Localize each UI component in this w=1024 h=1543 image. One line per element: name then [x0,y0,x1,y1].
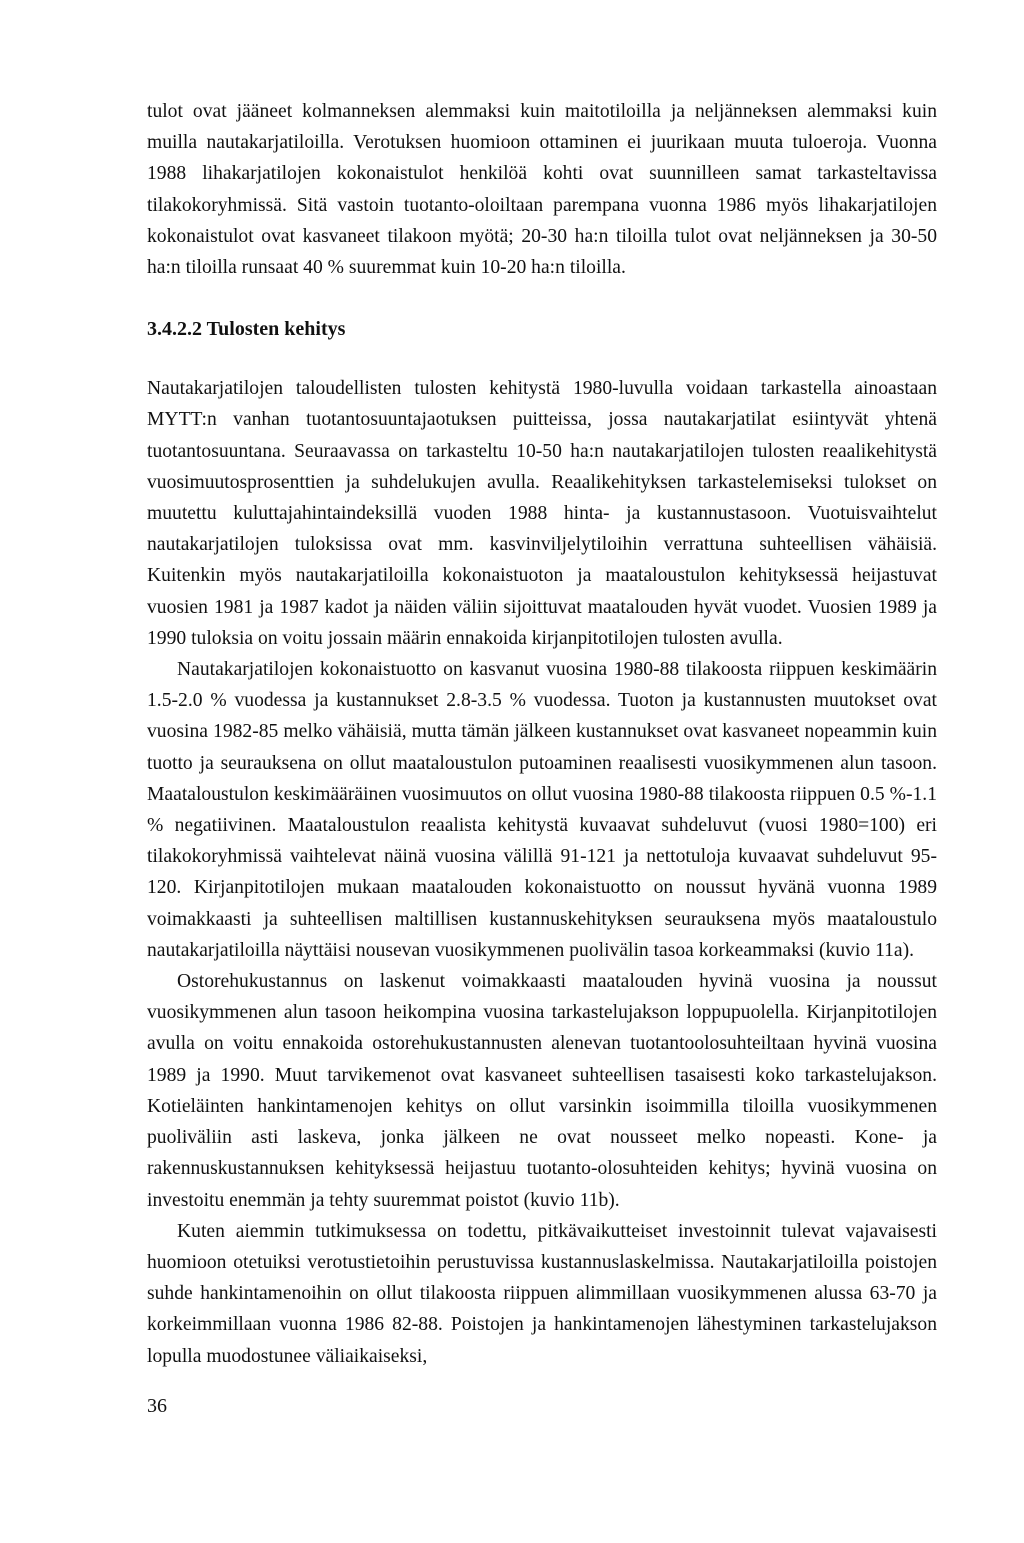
paragraph: Nautakarjatilojen taloudellisten tulosten kehitystä 1980-luvulla voidaan tarkastella ainoastaan MYTT:n vanhan tuotantosuuntajaotuksen puitteissa, jossa nautakarjatilat esiintyvät yhtenä tuotantosuuntana. Seuraavassa on tarkasteltu 10-50 ha:n nautakarjatilojen tulosten reaalikehitystä vuosimuutosprosenttien ja suhdelukujen avulla. Reaalikehityksen tarkastelemiseksi tulokset on muutettu kuluttajahintaindeksillä vuoden 1988 hinta- ja kustannustasoon. Vuotuisvaihtelut nautakarjatilojen tuloksissa ovat mm. kasvinviljelytiloihin verrattuna suhteellisen vähäisiä. Kuitenkin myös nautakarjatiloilla kokonaistuoton ja maataloustulon kehityksessä heijastuvat vuosien 1981 ja 1987 kadot ja näiden väliin sijoittuvat maatalouden hyvät vuodet. Vuosien 1989 ja 1990 tuloksia on voitu jossain määrin ennakoida kirjanpitotilojen tulosten avulla. [147,378,937,649]
document-body [147,96,937,1372]
paragraph: Ostorehukustannus on laskenut voimakkaasti maatalouden hyvinä vuosina ja noussut vuosikymmenen alun tasoon heikompina vuosina tarkastelujakson loppupuolella. Kirjanpitotilojen avulla on voitu ennakoida ostorehukustannusten alenevan tuotantoolosuhteiltaan hyvinä vuosina 1989 ja 1990. Muut tarvikemenot ovat kasvaneet suhteellisen tasaisesti koko tarkastelujakson. Kotieläinten hankintamenojen kehitys on ollut varsinkin isoimmilla tiloilla vuosikymmenen puoliväliin asti laskeva, jonka jälkeen ne ovat nousseet melko nopeasti. Kone- ja rakennuskustannuksen kehityksessä heijastuu tuotanto-olosuhteiden kehitys; hyvinä vuosina on investoitu enemmän ja tehty suuremmat poistot (kuvio 11b). [147,971,937,1211]
paragraph: Nautakarjatilojen kokonaistuotto on kasvanut vuosina 1980-88 tilakoosta riippuen keskimäärin 1.5-2.0 % vuodessa ja kustannukset 2.8-3.5 % vuodessa. Tuoton ja kustannusten muutokset ovat vuosina 1982-85 melko vähäisiä, mutta tämän jälkeen kustannukset ovat kasvaneet nopeammin kuin tuotto ja seurauksena on ollut maataloustulon putoaminen reaalisesti vuosikymmenen alun tasoon. Maataloustulon keskimääräinen vuosimuutos on ollut vuosina 1980-88 tilakoosta riippuen 0.5 %-1.1 % negatiivinen. Maataloustulon reaalista kehitystä kuvaavat suhdeluvut (vuosi 1980=100) eri tilakokoryhmissä vaihtelevat näinä vuosina välillä 91-121 ja nettotuloja kuvaavat suhdeluvut 95-120. Kirjanpitotilojen mukaan maatalouden kokonaistuotto on noussut hyvänä vuonna 1989 voimakkaasti ja suhteellisen maltillisen kustannuskehityksen seurauksena myös maataloustulo nautakarjatiloilla näyttäisi nousevan vuosikymmenen puolivälin tasoa korkeammaksi (kuvio 11a). [147,659,937,961]
paragraph: Kuten aiemmin tutkimuksessa on todettu, pitkävaikutteiset investoinnit tulevat vajavaisesti huomioon otetuiksi verotustietoihin perustuvissa kustannuslaskelmissa. Nautakarjatiloilla poistojen suhde hankintamenoihin on ollut tilakoosta riippuen alimmillaan vuosikymmenen alussa 63-70 ja korkeimmillaan vuonna 1986 82-88. Poistojen ja hankintamenojen lähestyminen tarkastelujakson lopulla muodostunee väliaikaiseksi, [147,1220,937,1367]
section-heading: 3.4.2.2 Tulosten kehitys [147,318,346,341]
paragraph-intro: tulot ovat jääneet kolmanneksen alemmaksi kuin maitotiloilla ja neljänneksen alemmaksi kuin muilla nautakarjatiloilla. Verotuksen huomioon ottaminen ei juurikaan muuta tuloeroja. Vuonna 1988 lihakarjatilojen kokonaistulot henkilöä kohti ovat suunnilleen samat tarkasteltavissa tilakokoryhmissä. Sitä vastoin tuotanto-oloiltaan parempana vuonna 1986 myös lihakarjatilojen kokonaistulot ovat kasvaneet tilakoon myötä; 20-30 ha:n tiloilla tulot ovat neljänneksen ja 30-50 ha:n tiloilla runsaat 40 % suuremmat kuin 10-20 ha:n tiloilla. [147,101,937,279]
page-number: 36 [147,1395,167,1417]
